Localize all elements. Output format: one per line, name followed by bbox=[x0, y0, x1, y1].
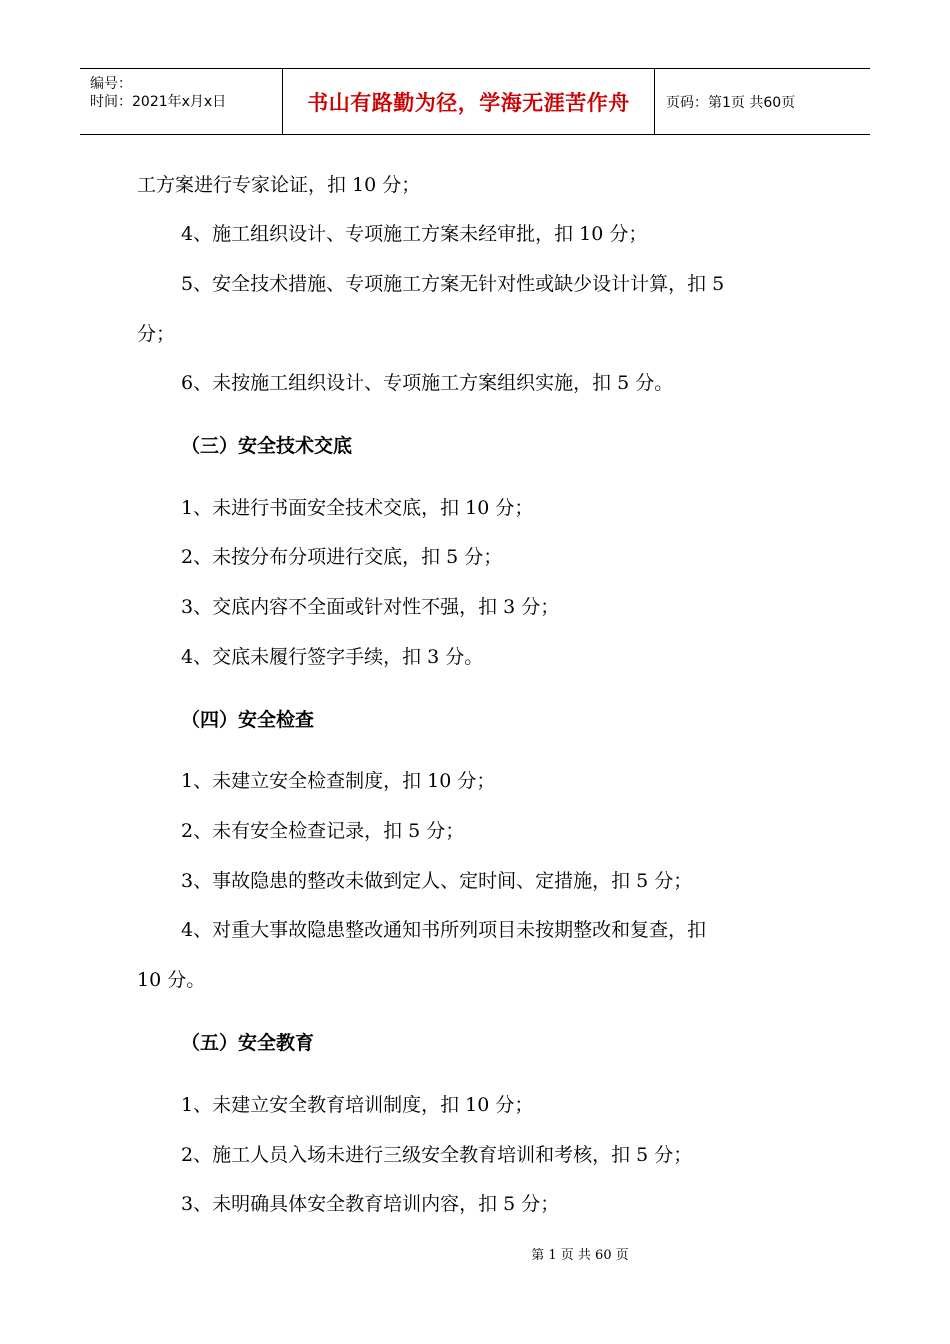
body-line: 分； bbox=[137, 323, 176, 345]
document-number-label: 编号： bbox=[90, 76, 132, 92]
body-line: 2、施工人员入场未进行三级安全教育培训和考核，扣 5 分； bbox=[181, 1144, 693, 1166]
body-line: 2、未按分布分项进行交底，扣 5 分； bbox=[181, 546, 503, 568]
body-line: 1、未进行书面安全技术交底，扣 10 分； bbox=[181, 497, 534, 519]
header-meta-cell bbox=[80, 69, 283, 134]
body-line: 3、未明确具体安全教育培训内容，扣 5 分； bbox=[181, 1193, 560, 1215]
page-footer bbox=[0, 1244, 950, 1263]
body-line: 1、未建立安全教育培训制度，扣 10 分； bbox=[181, 1094, 534, 1116]
body-line: 6、未按施工组织设计、专项施工方案组织实施，扣 5 分。 bbox=[181, 372, 674, 394]
body-line: 10 分。 bbox=[137, 969, 206, 991]
body-line: 1、未建立安全检查制度，扣 10 分； bbox=[181, 770, 496, 792]
document-time-label: 时间：2021年x月x日 bbox=[90, 94, 227, 110]
page-header bbox=[80, 68, 870, 135]
body-line: 4、对重大事故隐患整改通知书所列项目未按期整改和复查，扣 bbox=[181, 919, 707, 941]
section-heading: （五）安全教育 bbox=[181, 1032, 315, 1054]
body-line: 3、交底内容不全面或针对性不强，扣 3 分； bbox=[181, 596, 560, 618]
body-line: 5、安全技术措施、专项施工方案无针对性或缺少设计计算，扣 5 bbox=[181, 273, 725, 295]
body-line: 2、未有安全检查记录，扣 5 分； bbox=[181, 820, 465, 842]
section-heading: （三）安全技术交底 bbox=[181, 435, 353, 457]
body-line: 4、施工组织设计、专项施工方案未经审批，扣 10 分； bbox=[181, 223, 648, 245]
footer-page-number: 第 1 页 共 60 页 bbox=[531, 1248, 629, 1263]
body-line: 工方案进行专家论证，扣 10 分； bbox=[137, 174, 421, 196]
body-line: 4、交底未履行签字手续，扣 3 分。 bbox=[181, 646, 484, 668]
body-line: 3、事故隐患的整改未做到定人、定时间、定措施，扣 5 分； bbox=[181, 870, 693, 892]
section-heading: （四）安全检查 bbox=[181, 709, 315, 731]
header-motto: 书山有路勤为径，学海无涯苦作舟 bbox=[307, 90, 630, 115]
header-page-cell bbox=[655, 69, 870, 134]
header-motto-cell bbox=[283, 69, 655, 134]
header-page-info: 页码：第1页 共60页 bbox=[666, 94, 796, 111]
